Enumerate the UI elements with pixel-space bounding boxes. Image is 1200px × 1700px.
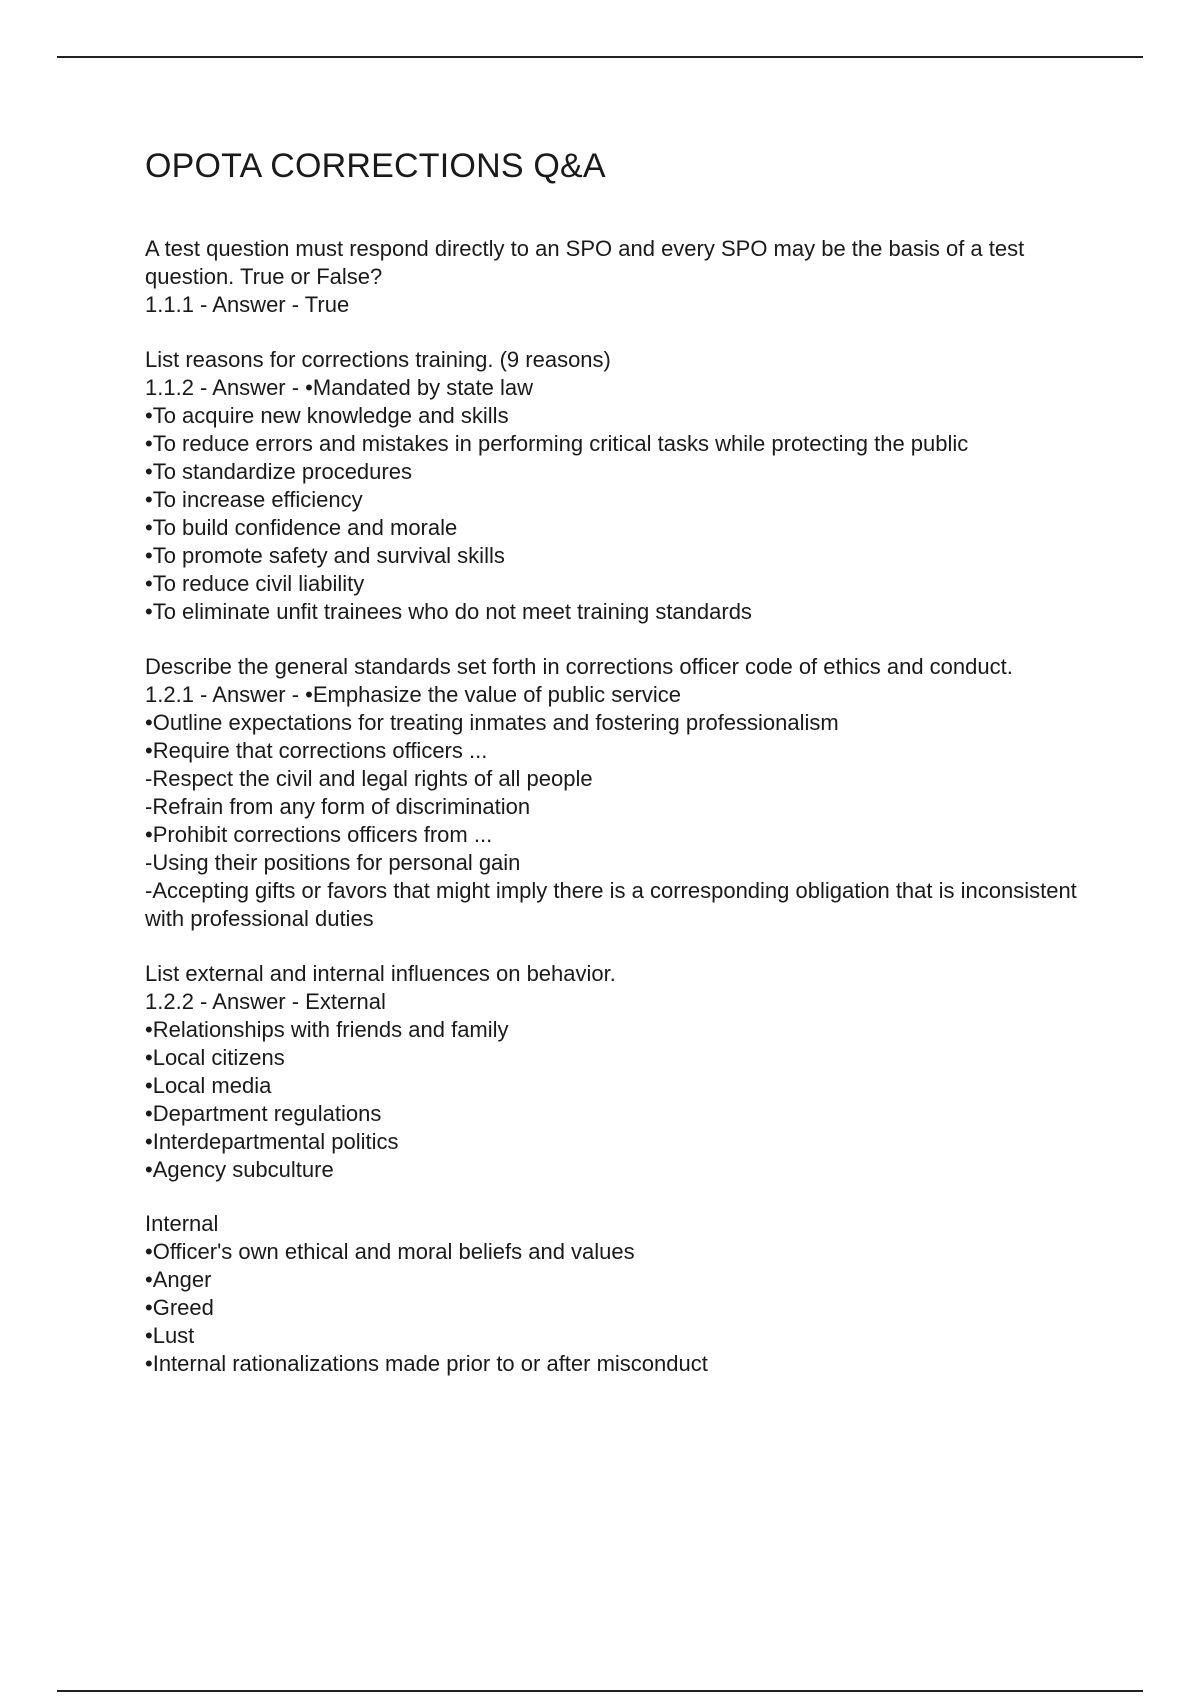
question-text: List reasons for corrections training. (9 reasons) (145, 347, 611, 372)
answer-bullet: •Local media (145, 1073, 272, 1098)
answer-bullet: •To reduce civil liability (145, 571, 365, 596)
answer-bullet: •Prohibit corrections officers from ... (145, 822, 493, 847)
answer-bullet: •Anger (145, 1267, 212, 1292)
answer-bullet: •To build confidence and morale (145, 515, 458, 540)
answer-bullet: •To promote safety and survival skills (145, 543, 505, 568)
answer-bullet: •Department regulations (145, 1101, 382, 1126)
answer-text: 1.2.1 - Answer - •Emphasize the value of public service (145, 682, 681, 707)
answer-bullet: •To acquire new knowledge and skills (145, 403, 509, 428)
answer-bullet: •Agency subculture (145, 1157, 334, 1182)
section-label: Internal (145, 1211, 219, 1236)
answer-bullet: •Local citizens (145, 1045, 285, 1070)
answer-bullet: •Officer's own ethical and moral beliefs and values (145, 1239, 635, 1264)
answer-sub-bullet: -Using their positions for personal gain (145, 850, 521, 875)
answer-bullet: •Greed (145, 1295, 214, 1320)
answer-bullet: •To standardize procedures (145, 459, 412, 484)
answer-bullet: •To increase efficiency (145, 487, 363, 512)
answer-bullet: •Lust (145, 1323, 195, 1348)
answer-text: 1.2.2 - Answer - External (145, 989, 386, 1014)
qa-list (145, 235, 1085, 1378)
answer-bullet: •Outline expectations for treating inmates and fostering professionalism (145, 710, 839, 735)
document-body (145, 140, 1085, 1405)
qa-item (145, 235, 1085, 319)
document-title: OPOTA CORRECTIONS Q&A (145, 147, 606, 185)
answer-text: 1.1.1 - Answer - True (145, 292, 350, 317)
question-text: Describe the general standards set forth in corrections officer code of ethics and conduct. (145, 654, 1013, 679)
answer-sub-bullet: -Refrain from any form of discrimination (145, 794, 531, 819)
answer-text: 1.1.2 - Answer - •Mandated by state law (145, 375, 534, 400)
question-text: A test question must respond directly to an SPO and every SPO may be the basis of a test question. True or False? (145, 236, 1025, 289)
answer-bullet: •Interdepartmental politics (145, 1129, 399, 1154)
answer-sub-bullet: -Accepting gifts or favors that might imply there is a corresponding obligation that is inconsistent with professional duties (145, 878, 1077, 931)
question-text: List external and internal influences on behavior. (145, 961, 616, 986)
answer-bullet: •Require that corrections officers ... (145, 738, 488, 763)
qa-item (145, 653, 1085, 933)
qa-item-continuation (145, 1210, 1085, 1378)
qa-item (145, 346, 1085, 626)
bottom-divider (57, 1690, 1143, 1692)
qa-item (145, 960, 1085, 1184)
answer-bullet: •To reduce errors and mistakes in performing critical tasks while protecting the public (145, 431, 969, 456)
answer-bullet: •Internal rationalizations made prior to or after misconduct (145, 1351, 708, 1376)
answer-bullet: •To eliminate unfit trainees who do not meet training standards (145, 599, 752, 624)
top-divider (57, 56, 1143, 58)
answer-bullet: •Relationships with friends and family (145, 1017, 509, 1042)
answer-sub-bullet: -Respect the civil and legal rights of all people (145, 766, 593, 791)
